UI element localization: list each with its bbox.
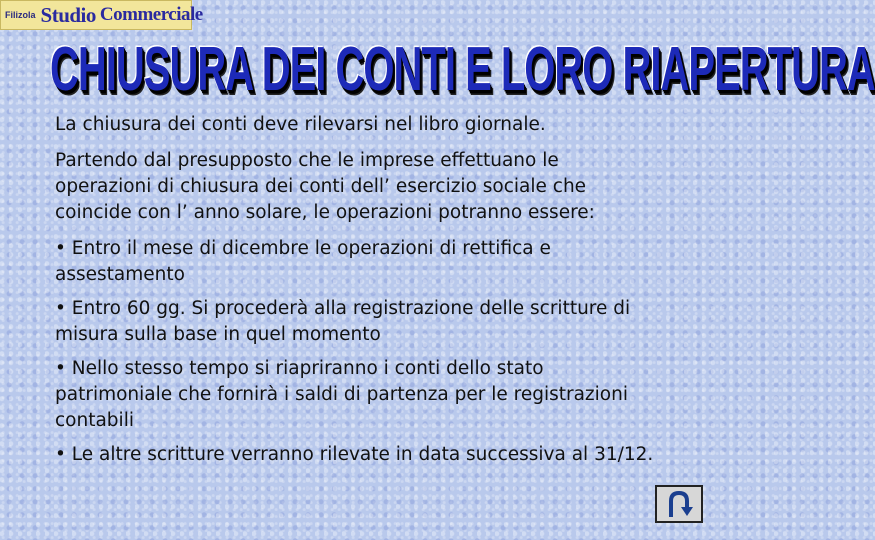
slide-title: CHIUSURA DEI CONTI E LORO RIAPERTURA [50, 35, 875, 105]
paragraph-intro: La chiusura dei conti deve rilevarsi nel libro giornale. [55, 114, 546, 135]
u-turn-return-icon [662, 489, 696, 519]
return-button[interactable] [655, 485, 703, 523]
bullet-other-entries: • Le altre scritture verranno rilevate in data successiva al 31/12. [55, 444, 654, 465]
logo-word-commerciale: Commerciale [99, 4, 203, 25]
slide-body [55, 112, 655, 478]
logo-word-studio: Studio [40, 2, 96, 27]
bullet-december: • Entro il mese di dicembre le operazioni di rettifica e assestamento [55, 238, 551, 285]
logo-prefix: Filizola [5, 10, 36, 20]
paragraph-premise: Partendo dal presupposto che le imprese effettuano le operazioni di chiusura dei conti dell’ esercizio sociale che coincide con l’ anno solare, le operazioni potranno essere: [55, 150, 595, 223]
bullet-reopen-accounts: • Nello stesso tempo si riapriranno i conti dello stato patrimoniale che fornirà i saldi di partenza per le registrazioni contabili [55, 358, 628, 431]
bullet-60-days: • Entro 60 gg. Si procederà alla registrazione delle scritture di misura sulla base in quel momento [55, 298, 631, 345]
